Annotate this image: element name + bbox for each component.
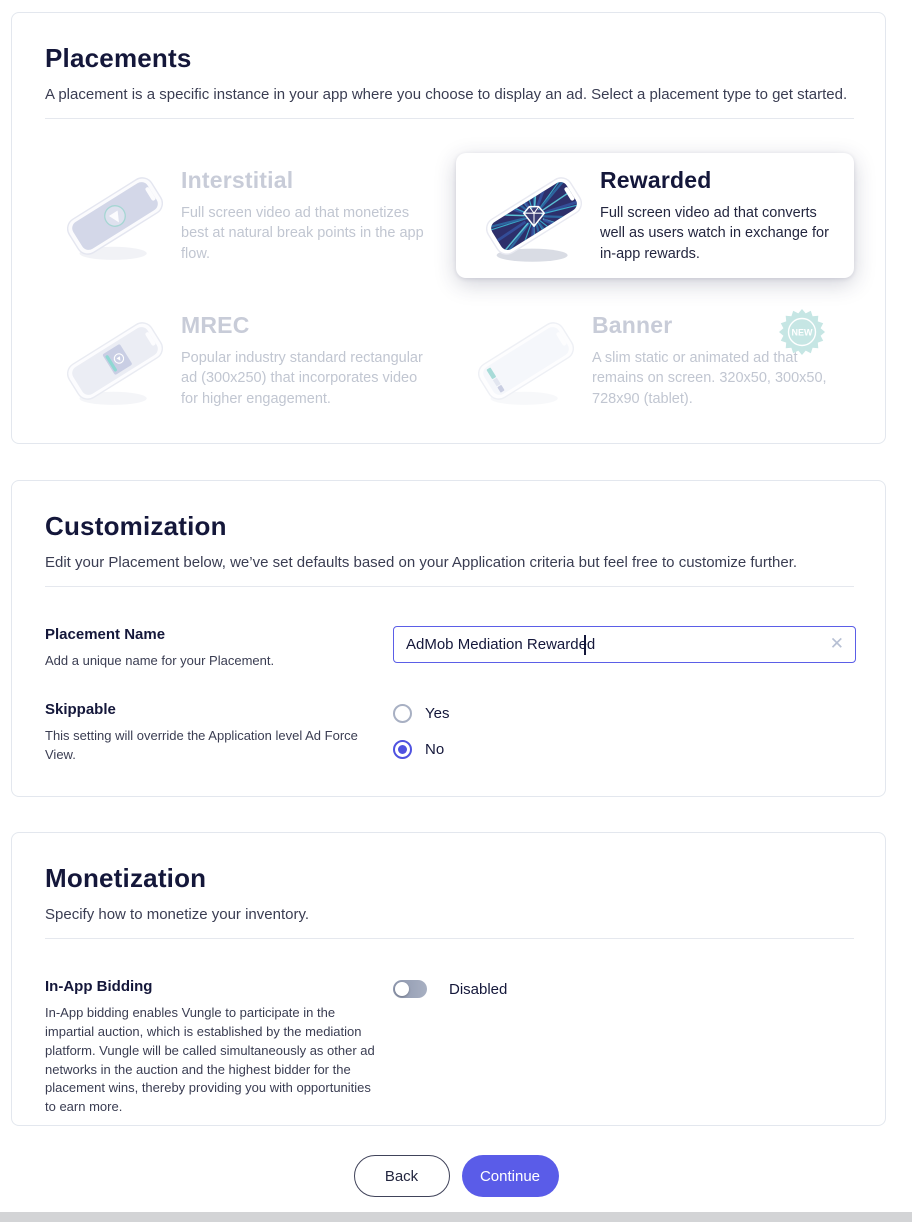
divider — [45, 586, 854, 587]
placements-card — [11, 12, 886, 444]
skippable-row — [45, 701, 854, 765]
banner-phone-icon — [470, 309, 582, 413]
back-button[interactable]: Back — [354, 1155, 450, 1197]
monetization-subtitle: Specify how to monetize your inventory. — [45, 906, 310, 923]
banner-description: A slim static or animated ad that remains on screen. 320x50, 300x50, 728x90 (tablet). — [592, 349, 827, 407]
interstitial-title: Interstitial — [181, 166, 294, 193]
customization-subtitle: Edit your Placement below, we’ve set defaults based on your Application criteria but feel free to customize further. — [45, 554, 798, 571]
skippable-yes-label: Yes — [425, 704, 450, 722]
placement-type-interstitial[interactable] — [45, 153, 450, 278]
mrec-title: MREC — [181, 311, 250, 338]
in-app-bidding-row — [45, 978, 854, 1117]
skippable-option-yes[interactable] — [393, 704, 854, 723]
placement-type-mrec[interactable] — [45, 298, 450, 423]
monetization-title: Monetization — [45, 863, 207, 893]
skippable-no-label: No — [425, 740, 445, 758]
customization-title: Customization — [45, 511, 227, 541]
placement-name-row — [45, 626, 854, 671]
placement-name-description: Add a unique name for your Placement. — [45, 653, 275, 668]
clear-input-icon[interactable]: ✕ — [829, 634, 844, 653]
radio-checked-icon[interactable] — [393, 740, 412, 759]
new-badge-label: NEW — [791, 327, 813, 338]
banner-title: Banner — [592, 311, 673, 338]
bottom-edge-strip — [0, 1212, 912, 1222]
divider — [45, 118, 854, 119]
rewarded-description: Full screen video ad that converts well as users watch in exchange for in-app rewards. — [600, 204, 829, 262]
footer-actions — [0, 1155, 912, 1197]
customization-card — [11, 480, 886, 797]
in-app-bidding-state: Disabled — [449, 980, 508, 998]
divider — [45, 938, 854, 939]
in-app-bidding-description: In-App bidding enables Vungle to participate in the impartial auction, which is established by the mediation platform. Vungle will be called simultaneously as other ad networks in the auction and the highest bidder for the placement wins, thereby providing you with opportunities to earn more. — [45, 1005, 375, 1115]
skippable-label: Skippable — [45, 700, 116, 718]
new-badge — [778, 308, 826, 356]
placement-type-banner[interactable] — [456, 298, 854, 423]
placement-type-grid — [45, 153, 854, 423]
continue-button[interactable]: Continue — [462, 1155, 559, 1197]
in-app-bidding-label: In-App Bidding — [45, 978, 153, 995]
in-app-bidding-control — [393, 978, 854, 998]
skippable-description: This setting will override the Application level Ad Force View. — [45, 727, 358, 762]
placement-name-label: Placement Name — [45, 626, 166, 643]
mrec-phone-icon — [59, 309, 171, 413]
placement-name-input-wrapper — [393, 626, 856, 663]
interstitial-description: Full screen video ad that monetizes best at natural break points in the app flow. — [181, 204, 424, 262]
monetization-card — [11, 832, 886, 1126]
interstitial-phone-icon — [59, 164, 171, 268]
mrec-description: Popular industry standard rectangular ad (300x250) that incorporates video for higher engagement. — [181, 349, 423, 407]
in-app-bidding-toggle[interactable] — [393, 980, 427, 998]
rewarded-phone-icon — [478, 164, 590, 268]
skippable-option-no[interactable] — [393, 740, 854, 759]
skippable-radio-group — [393, 701, 854, 759]
placements-subtitle: A placement is a specific instance in your app where you choose to display an ad. Select a placement type to get started. — [45, 86, 848, 103]
text-caret — [584, 635, 586, 655]
placement-name-input[interactable] — [394, 636, 855, 653]
rewarded-title: Rewarded — [600, 166, 712, 193]
placement-type-rewarded[interactable] — [456, 153, 854, 278]
radio-unchecked-icon[interactable] — [393, 704, 412, 723]
placements-title: Placements — [45, 43, 192, 73]
